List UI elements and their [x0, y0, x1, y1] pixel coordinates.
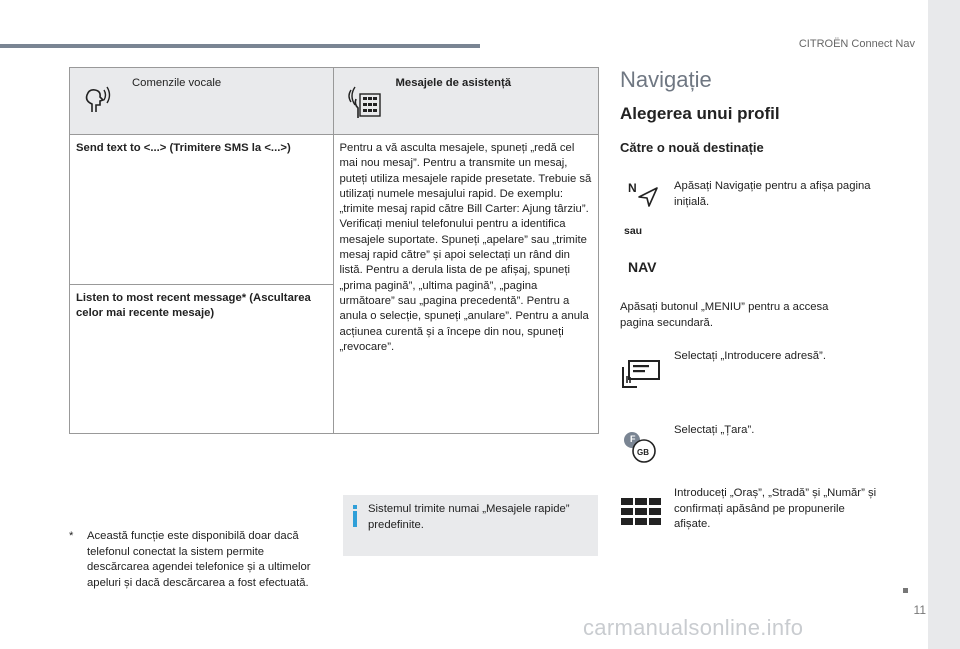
- flag-gb-label: GB: [637, 448, 649, 457]
- step-select-country: Selectați „Țara”.: [674, 424, 755, 436]
- footnote-text: Această funcție este disponibilă doar dacă telefonul conectat la sistem permite descărcarea agendei telefonice și a ultimelor apeluri și dacă descărcarea a fost efectuată.: [87, 530, 311, 589]
- page-number: 11: [913, 603, 926, 617]
- keypad-grid-icon: [621, 498, 661, 526]
- info-box: [343, 495, 598, 556]
- flag-f-label: F: [630, 434, 636, 444]
- page-margin-band: [928, 0, 960, 649]
- header-rule: [0, 44, 480, 48]
- step-enter-city: Introduceți „Oraș”, „Stradă” și „Număr” și confirmați apăsând pe propunerile afișate.: [674, 487, 877, 530]
- destination-heading: Către o nouă destinație: [620, 140, 764, 155]
- table-header-commands: [70, 68, 334, 135]
- footnote-marker: *: [69, 530, 74, 542]
- footnote: [69, 529, 329, 591]
- navigation-arrow-icon: [636, 186, 660, 208]
- step-press-navigation: Apăsați Navigație pentru a afișa pagina inițială.: [674, 180, 871, 208]
- info-text: Sistemul trimite numai „Mesajele rapide” predefinite.: [368, 503, 570, 531]
- north-label: N: [628, 181, 637, 195]
- table-cell-command-send: [70, 135, 334, 285]
- watermark: carmanualsonline.info: [583, 615, 804, 640]
- voice-keypad-icon: [346, 84, 382, 120]
- step-select-address: Selectați „Introducere adresă”.: [674, 350, 826, 362]
- section-title: Navigație: [620, 67, 712, 92]
- profile-heading: Alegerea unui profil: [620, 104, 780, 123]
- table-cell-help: [333, 135, 599, 434]
- step-press-menu: Apăsați butonul „MENIU” pentru a accesa pagina secundară.: [620, 301, 829, 329]
- help-text: Pentru a vă asculta mesajele, spuneți „redă cel mai nou mesaj”. Pentru a transmite un mesaj, puteți utiliza mesajele rapide presetate. Trebuie să utilizați numele mesajului rapid. De exemplu: „trimite mesaj rapid către Bill Carter: Ajung târziu”. Verificați meniul telefonului pentru a identifica mesajele suportate. Spuneți „apelare” sau „trimite mesaj rapid către” și apoi selectați un rând din listă. Pentru a derula lista de pe afișaj, spuneți „prima pagină”, „ultima pagină”, „pagina următoare” sau „pagina precedentă”. Pentru a anula o selecție, spuneți „anulare”. Pentru a anula acțiunea curentă și a începe din nou, spuneți „revocare”.: [339, 142, 592, 353]
- info-icon: [351, 505, 359, 527]
- table-cell-command-listen: [70, 285, 334, 434]
- table-header-messages: [333, 68, 599, 135]
- address-entry-icon: [621, 359, 661, 389]
- commands-column-header: Comenzile vocale: [132, 77, 222, 89]
- brand-label: CITROËN Connect Nav: [798, 38, 915, 50]
- command-send-text: Send text to <...> (Trimitere SMS la <...>): [76, 142, 291, 154]
- messages-column-header: Mesajele de asistență: [395, 77, 512, 89]
- voice-command-icon: [82, 84, 116, 114]
- or-label: sau: [624, 225, 643, 237]
- command-listen-text: Listen to most recent message* (Ascultarea celor mai recente mesaje): [76, 292, 311, 320]
- nav-button-label: NAV: [628, 259, 657, 275]
- voice-commands-table: [69, 67, 599, 434]
- page-marker: [903, 588, 908, 593]
